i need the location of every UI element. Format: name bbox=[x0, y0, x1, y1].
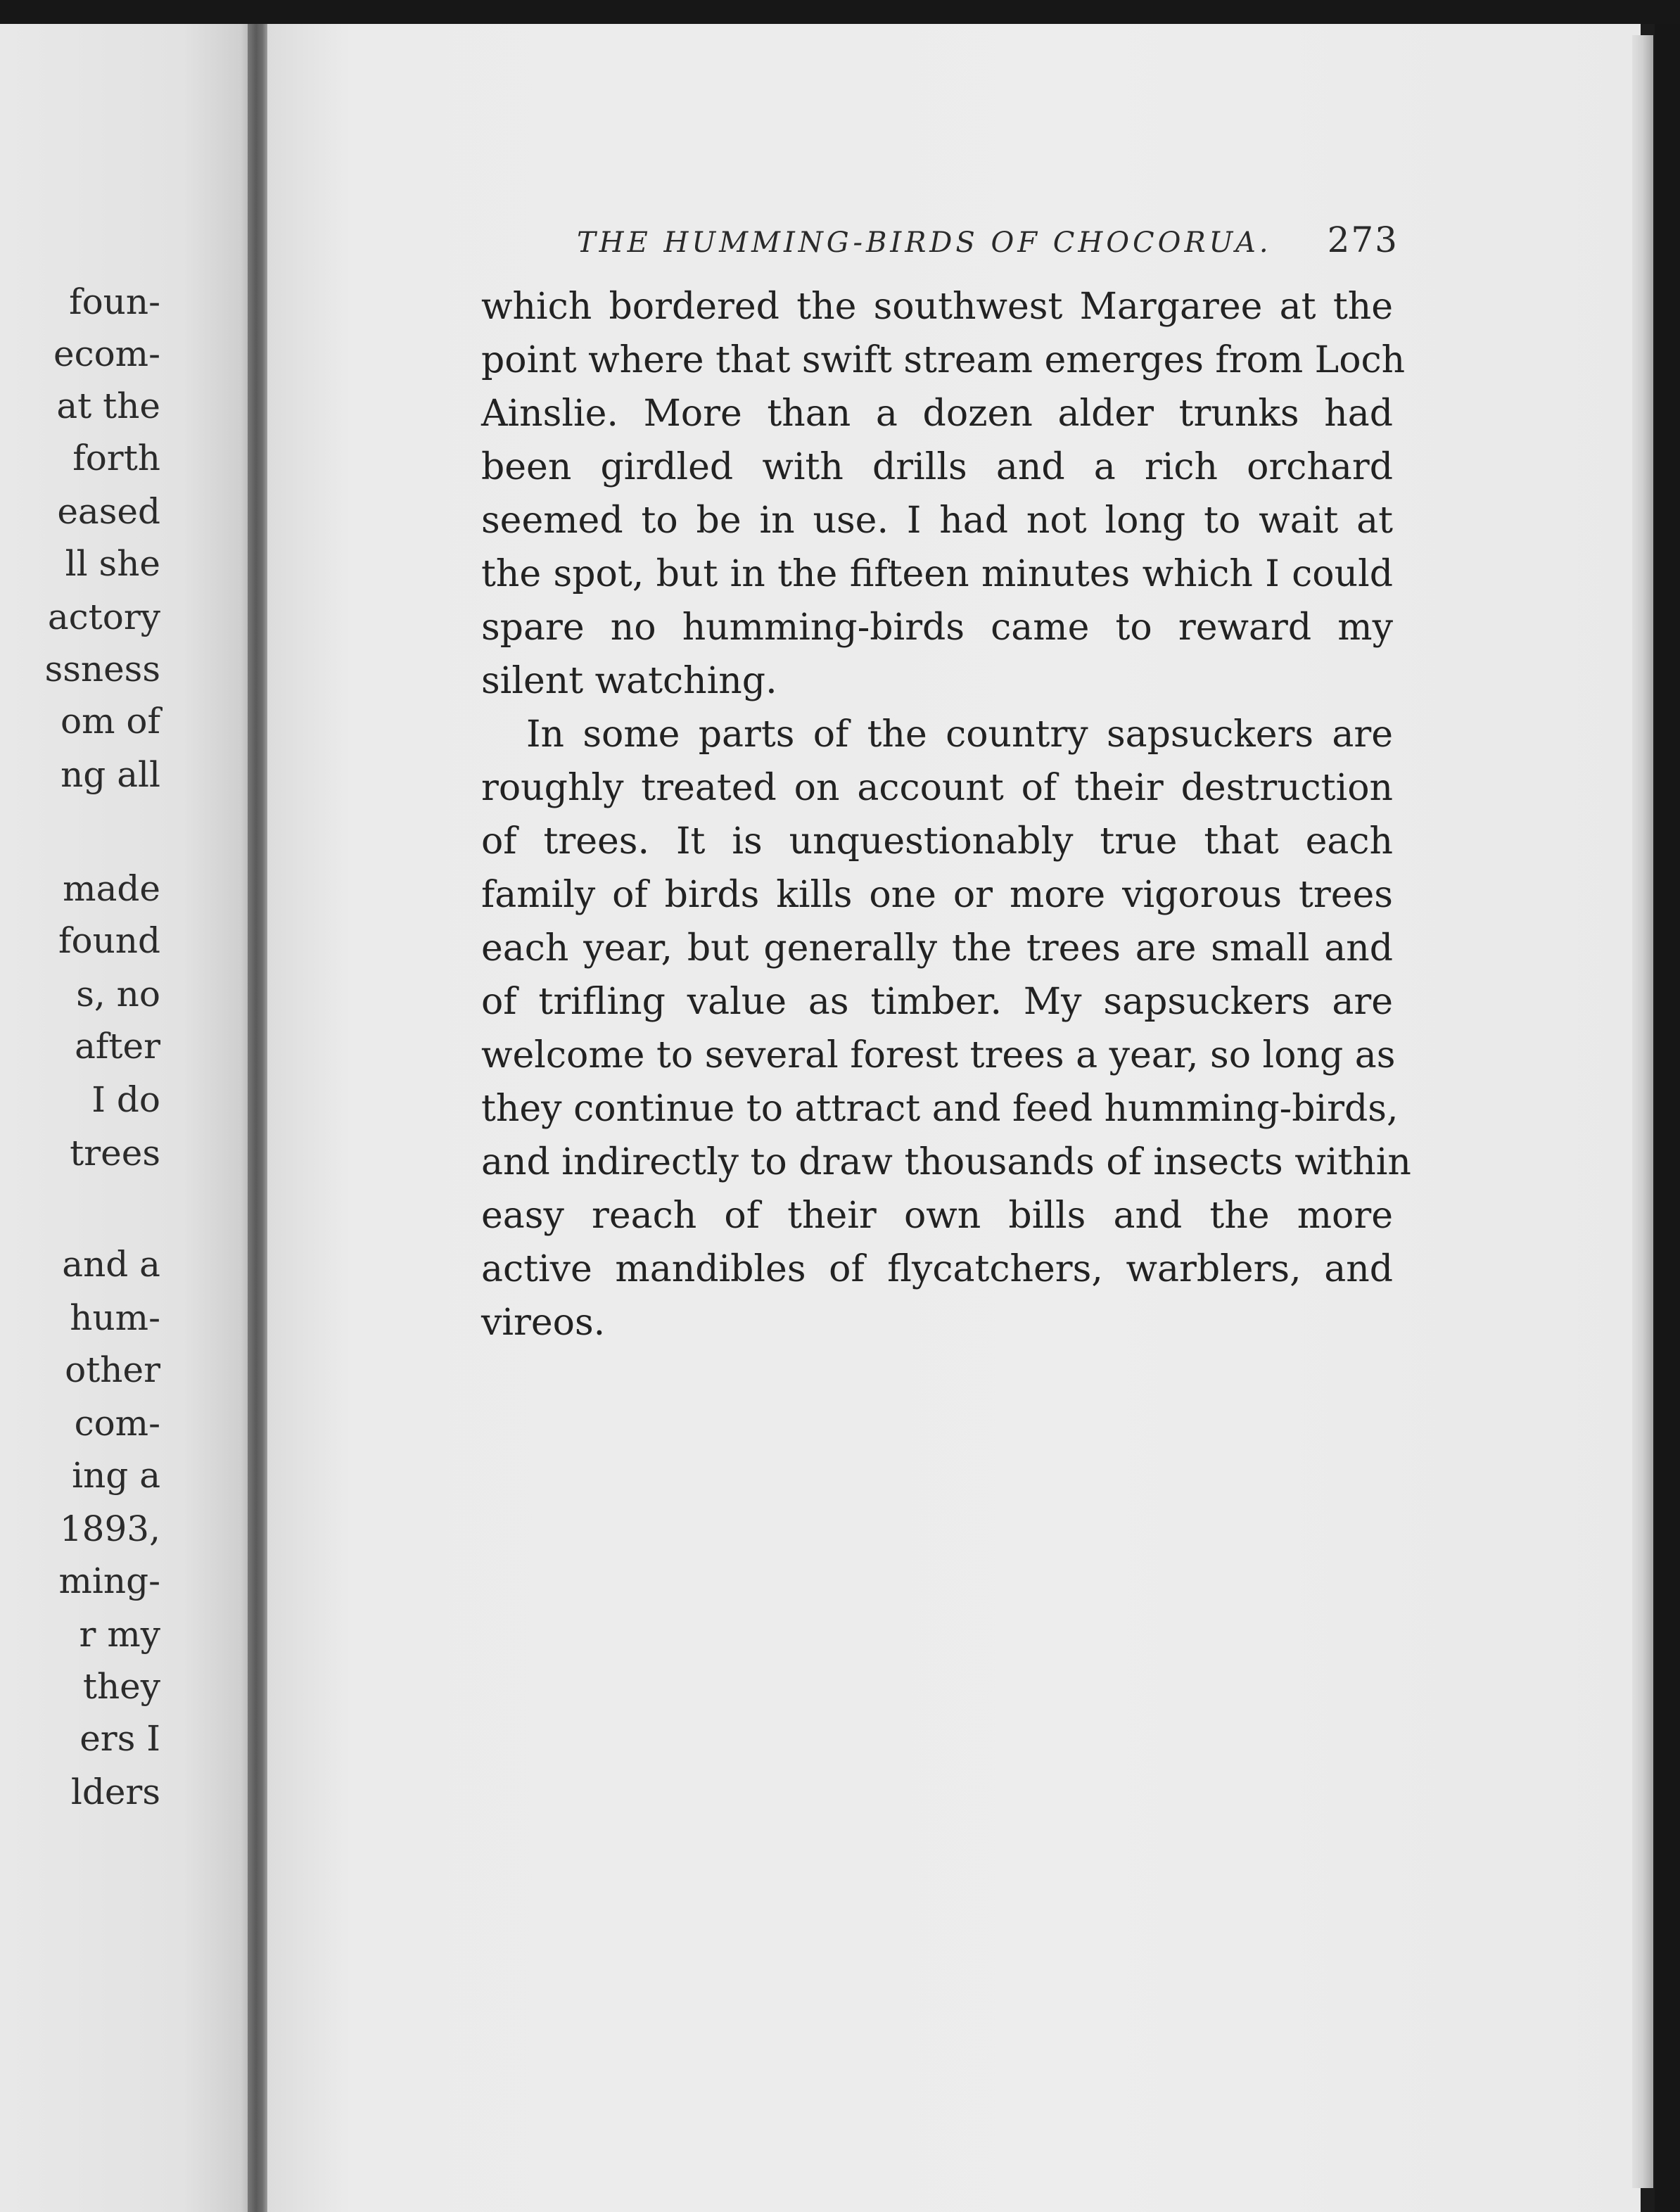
text-line: seemed to be in use. I had not long to wait at bbox=[481, 500, 1393, 542]
text-line: welcome to several forest trees a year, so long as bbox=[481, 1034, 1396, 1076]
text-line: Ainslie. More than a dozen alder trunks had bbox=[481, 393, 1393, 435]
text-line: silent watching. bbox=[481, 660, 777, 702]
text-line: vireos. bbox=[481, 1302, 606, 1344]
text-line: family of birds kills one or more vigorous trees bbox=[481, 874, 1393, 916]
text-line: active mandibles of flycatchers, warblers, and bbox=[481, 1248, 1393, 1290]
facing-page-line: eased bbox=[57, 491, 160, 532]
facing-page-line: ers I bbox=[79, 1718, 160, 1759]
facing-page-line: hum- bbox=[70, 1297, 160, 1338]
facing-page-line: made bbox=[63, 868, 160, 909]
facing-page-line: actory bbox=[47, 597, 160, 637]
running-header bbox=[577, 220, 1399, 260]
scan-border-top bbox=[0, 0, 1680, 24]
facing-page-line: r my bbox=[79, 1614, 160, 1655]
running-title: THE HUMMING-BIRDS OF CHOCORUA. bbox=[577, 227, 1272, 259]
text-line: In some parts of the country sapsuckers are bbox=[526, 713, 1393, 756]
facing-page-line: other bbox=[65, 1349, 160, 1390]
facing-page-line: I do bbox=[91, 1079, 160, 1120]
facing-page-line: forth bbox=[72, 438, 160, 478]
facing-page-line: after bbox=[75, 1026, 160, 1067]
text-line: spare no humming-birds came to reward my bbox=[481, 606, 1393, 649]
text-line: each year, but generally the trees are small and bbox=[481, 927, 1393, 970]
facing-page-line: ng all bbox=[61, 754, 160, 795]
facing-page-line: found bbox=[58, 920, 160, 961]
text-line: they continue to attract and feed humming-birds, bbox=[481, 1088, 1399, 1130]
facing-page-line: foun- bbox=[69, 281, 160, 322]
facing-page-line: ing a bbox=[72, 1455, 160, 1496]
facing-page-line: and a bbox=[62, 1244, 160, 1285]
facing-page bbox=[0, 0, 262, 2212]
text-line: been girdled with drills and a rich orchard bbox=[481, 446, 1393, 488]
facing-page-line: at the bbox=[56, 386, 160, 426]
facing-page-line: com- bbox=[74, 1403, 160, 1444]
facing-page-line: ecom- bbox=[53, 333, 160, 374]
text-line: of trifling value as timber. My sapsuckers are bbox=[481, 981, 1393, 1023]
facing-page-line: 1893, bbox=[59, 1508, 160, 1549]
text-line: which bordered the southwest Margaree at the bbox=[481, 286, 1393, 328]
facing-page-line: ming- bbox=[58, 1561, 160, 1601]
text-line: and indirectly to draw thousands of insects within bbox=[481, 1141, 1411, 1183]
page-number: 273 bbox=[1327, 220, 1399, 260]
facing-page-line: ssness bbox=[44, 649, 160, 689]
facing-page-line: they bbox=[82, 1666, 160, 1707]
text-line: the spot, but in the fifteen minutes which I could bbox=[481, 553, 1393, 595]
book-gutter bbox=[248, 0, 269, 2212]
scan-border bbox=[1655, 0, 1680, 2212]
facing-page-line: ll she bbox=[65, 543, 160, 584]
facing-page-line: om of bbox=[60, 701, 160, 742]
text-line: of trees. It is unquestionably true that each bbox=[481, 820, 1393, 863]
facing-page-line: trees bbox=[70, 1133, 160, 1174]
page-edge bbox=[1632, 35, 1653, 2188]
facing-page-line: lders bbox=[70, 1772, 160, 1812]
facing-page-line: s, no bbox=[76, 974, 160, 1015]
text-line: easy reach of their own bills and the more bbox=[481, 1195, 1393, 1237]
text-line: point where that swift stream emerges from Loch bbox=[481, 339, 1406, 381]
text-line: roughly treated on account of their destruction bbox=[481, 767, 1393, 809]
